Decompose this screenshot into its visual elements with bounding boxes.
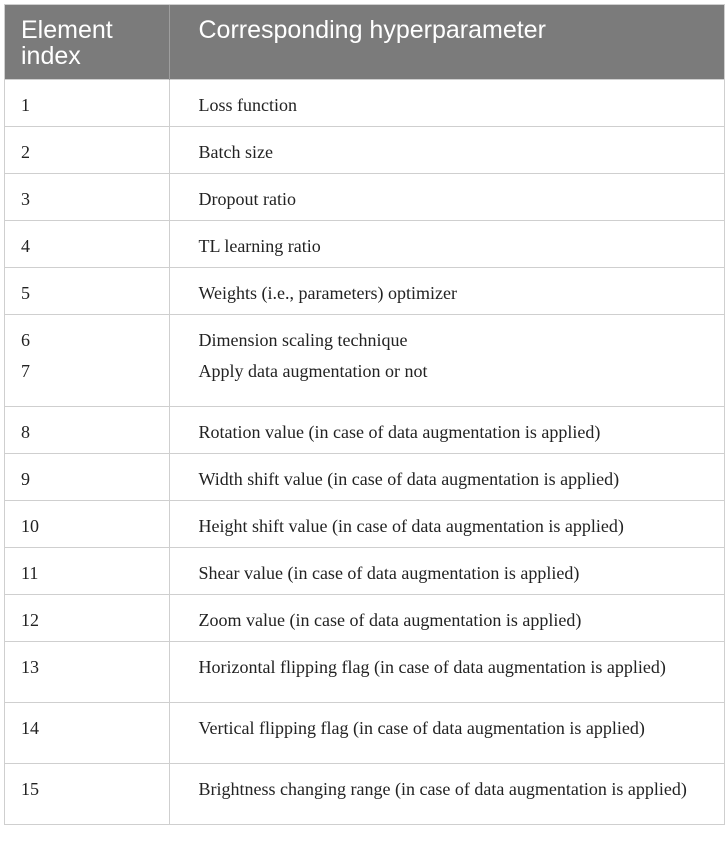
- table-row: [5, 594, 724, 641]
- table-row: [5, 173, 724, 220]
- row-index-cell: 14: [5, 702, 169, 763]
- row-hyperparameter-cell: Dropout ratio: [169, 173, 724, 220]
- table-row: [5, 500, 724, 547]
- table-row: [5, 453, 724, 500]
- row-index-cell: 9: [5, 453, 169, 500]
- row-index-cell: 15: [5, 763, 169, 824]
- header-corresponding-hyperparameter: Corresponding hyperparameter: [169, 5, 724, 79]
- table-row: [5, 547, 724, 594]
- table-row: [5, 641, 724, 702]
- header-element-index: Element index: [5, 5, 169, 79]
- row-index-cell: 2: [5, 126, 169, 173]
- row-index-cell: 1: [5, 79, 169, 126]
- table-row: [5, 702, 724, 763]
- table-body: [5, 79, 724, 824]
- row-hyperparameter-cell: Loss function: [169, 79, 724, 126]
- row-hyperparameter-cell: Width shift value (in case of data augmentation is applied): [169, 453, 724, 500]
- table-row: [5, 126, 724, 173]
- row-hyperparameter-cell: Dimension scaling technique: [169, 314, 724, 359]
- hyperparameter-table-container: [4, 4, 725, 825]
- row-index-cell: 11: [5, 547, 169, 594]
- table-row: [5, 406, 724, 453]
- row-hyperparameter-cell: Vertical flipping flag (in case of data augmentation is applied): [169, 702, 724, 763]
- row-index-cell: 7: [5, 359, 169, 406]
- table-row: [5, 220, 724, 267]
- row-index-cell: 6: [5, 314, 169, 359]
- row-hyperparameter-cell: Horizontal flipping flag (in case of data augmentation is applied): [169, 641, 724, 702]
- row-index-cell: 4: [5, 220, 169, 267]
- table-row: [5, 314, 724, 359]
- table-row: [5, 763, 724, 824]
- hyperparameter-table: [5, 5, 724, 824]
- row-index-cell: 8: [5, 406, 169, 453]
- row-index-cell: 3: [5, 173, 169, 220]
- table-row: [5, 79, 724, 126]
- header-row: [5, 5, 724, 79]
- row-hyperparameter-cell: Weights (i.e., parameters) optimizer: [169, 267, 724, 314]
- row-hyperparameter-cell: Height shift value (in case of data augmentation is applied): [169, 500, 724, 547]
- row-hyperparameter-cell: Rotation value (in case of data augmentation is applied): [169, 406, 724, 453]
- table-row: [5, 267, 724, 314]
- row-hyperparameter-cell: Shear value (in case of data augmentation is applied): [169, 547, 724, 594]
- row-index-cell: 13: [5, 641, 169, 702]
- row-hyperparameter-cell: Brightness changing range (in case of data augmentation is applied): [169, 763, 724, 824]
- row-index-cell: 12: [5, 594, 169, 641]
- row-index-cell: 10: [5, 500, 169, 547]
- row-hyperparameter-cell: Apply data augmentation or not: [198, 361, 428, 381]
- table-row: [5, 359, 724, 406]
- row-hyperparameter-cell: Zoom value (in case of data augmentation is applied): [169, 594, 724, 641]
- row-index-cell: 5: [5, 267, 169, 314]
- row-hyperparameter-cell: Batch size: [169, 126, 724, 173]
- table-header: [5, 5, 724, 79]
- row-hyperparameter-cell: TL learning ratio: [169, 220, 724, 267]
